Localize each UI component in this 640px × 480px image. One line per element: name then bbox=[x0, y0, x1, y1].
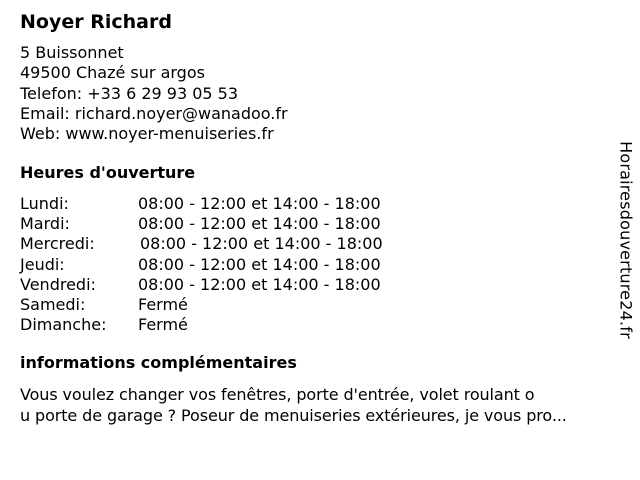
address-street: 5 Buissonnet bbox=[20, 43, 124, 62]
hours-row-wednesday bbox=[20, 234, 440, 254]
hours-day: Jeudi: bbox=[20, 254, 65, 274]
hours-time: 08:00 - 12:00 et 14:00 - 18:00 bbox=[138, 194, 381, 213]
opening-hours-table bbox=[20, 194, 440, 335]
site-watermark: Horairesdouverture24.fr bbox=[616, 141, 636, 339]
additional-info-text bbox=[20, 385, 630, 426]
description-line-1: Vous voulez changer vos fenêtres, porte d'entrée, volet roulant o bbox=[20, 385, 535, 404]
hours-row-sunday bbox=[20, 315, 440, 335]
hours-row-thursday bbox=[20, 255, 440, 275]
email-text: Email: richard.noyer@wanadoo.fr bbox=[20, 103, 288, 123]
business-name: Noyer Richard bbox=[20, 11, 172, 33]
hours-time: 08:00 - 12:00 et 14:00 - 18:00 bbox=[138, 254, 381, 274]
opening-hours-title: Heures d'ouverture bbox=[20, 163, 196, 182]
hours-day: Samedi: bbox=[20, 294, 86, 314]
hours-time: 08:00 - 12:00 et 14:00 - 18:00 bbox=[138, 214, 381, 234]
hours-time: Fermé bbox=[138, 294, 188, 314]
hours-day: Dimanche: bbox=[20, 315, 107, 335]
hours-row-monday bbox=[20, 194, 440, 214]
hours-time: 08:00 - 12:00 et 14:00 - 18:00 bbox=[140, 234, 383, 254]
hours-day: Mercredi: bbox=[20, 234, 95, 254]
hours-day: Vendredi: bbox=[20, 274, 96, 294]
web-text: Web: www.noyer-menuiseries.fr bbox=[20, 124, 274, 144]
phone-text: Telefon: +33 6 29 93 05 53 bbox=[20, 83, 239, 103]
hours-time: 08:00 - 12:00 et 14:00 - 18:00 bbox=[138, 274, 381, 294]
hours-row-saturday bbox=[20, 295, 440, 315]
hours-day: Mardi: bbox=[20, 214, 70, 234]
hours-row-friday bbox=[20, 275, 440, 295]
description-line-2: u porte de garage ? Poseur de menuiseries extérieures, je vous pro... bbox=[20, 405, 567, 425]
hours-row-tuesday bbox=[20, 214, 440, 234]
hours-time: Fermé bbox=[138, 315, 188, 335]
additional-info-title: informations complémentaires bbox=[20, 353, 297, 372]
contact-block bbox=[20, 43, 288, 144]
address-city: 49500 Chazé sur argos bbox=[20, 63, 205, 83]
hours-day: Lundi: bbox=[20, 194, 69, 213]
